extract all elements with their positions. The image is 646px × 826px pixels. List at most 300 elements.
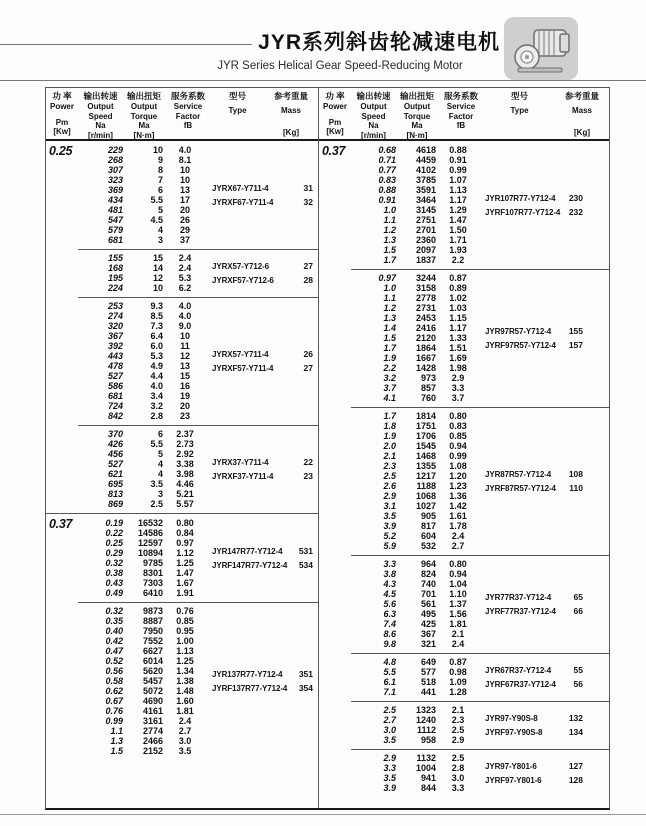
torque-cell: 9 [157,155,163,165]
torque-cell: 701 [420,589,436,599]
torque-cell: 2.5 [150,499,163,509]
left-column-blocks [46,141,318,760]
type-name: JYRX67-Y711-4 [212,183,269,193]
type-list [480,411,609,551]
spec-row [78,518,207,528]
torque-cell: 5.5 [150,195,163,205]
spec-row [351,783,480,793]
service-factor-cell: 2.5 [451,725,465,735]
spec-rows [78,301,207,421]
torque-cell: 2416 [415,323,436,333]
speed-cell: 681 [107,235,123,245]
service-factor-cell: 0.85 [449,431,467,441]
type-list [207,253,318,293]
torque-cell: 12597 [137,538,163,548]
spec-row [351,373,480,383]
service-factor-cell: 1.04 [449,579,467,589]
service-factor-cell: 0.80 [449,411,467,421]
spec-row [78,469,207,479]
service-factor-cell: 3.3 [451,383,465,393]
spec-block [319,269,609,407]
header-speed: 输出转速 Output Speed Na [r/min] [356,91,391,140]
torque-cell: 1545 [415,441,436,451]
speed-cell: 1.3 [383,313,396,323]
spec-row [351,303,480,313]
torque-cell: 5072 [142,686,163,696]
service-factor-cell: 16 [179,381,190,391]
spec-row [78,726,207,736]
spec-block [46,425,318,513]
header-mass: 参考重量 Mass [Kg] [564,91,599,137]
speed-cell: 1.2 [383,225,396,235]
torque-cell: 2751 [415,215,436,225]
service-factor-cell: 0.87 [449,273,467,283]
service-factor-cell: 0.99 [449,451,467,461]
service-factor-cell: 0.87 [449,657,467,667]
type-row [485,340,583,351]
torque-cell: 1132 [416,753,436,763]
service-factor-cell: 1.09 [449,677,467,687]
type-row [485,326,583,337]
speed-cell: 370 [107,429,123,439]
type-row [485,207,583,218]
torque-cell: 16532 [137,518,163,528]
service-factor-cell: 1.34 [176,666,194,676]
spec-block [46,602,318,760]
type-row [485,193,583,204]
spec-block [46,513,318,602]
mass-value: 531 [298,545,313,556]
mass-value: 56 [573,678,583,689]
spec-row [351,145,480,155]
torque-cell: 3145 [415,205,436,215]
service-factor-cell: 10 [179,165,190,175]
torque-cell: 5457 [142,676,163,686]
speed-cell: 681 [107,391,123,401]
service-factor-cell: 1.03 [449,303,467,313]
torque-cell: 6014 [142,656,163,666]
spec-row [351,363,480,373]
spec-row [351,155,480,165]
torque-cell: 760 [420,393,436,403]
spec-row [78,538,207,548]
service-factor-cell: 0.89 [449,283,467,293]
speed-cell: 1.5 [383,333,396,343]
speed-cell: 527 [107,371,123,381]
spec-row [351,343,480,353]
spec-row [351,205,480,215]
service-factor-cell: 2.9 [451,735,465,745]
right-column [319,88,609,808]
torque-cell: 1468 [415,451,436,461]
type-row [212,349,313,360]
service-factor-cell: 1.13 [176,646,194,656]
spec-row [78,499,207,509]
type-list [480,705,609,745]
spec-row [351,461,480,471]
type-row [485,483,583,494]
header-torque: 输出扭矩 Output Torque Ma [N·m] [399,91,434,140]
speed-cell: 4.3 [383,579,396,589]
type-row [485,761,583,772]
speed-cell: 1.1 [383,293,396,303]
speed-cell: 547 [107,215,123,225]
spec-row [351,657,480,667]
spec-row [78,479,207,489]
spec-row [78,578,207,588]
torque-cell: 2453 [415,313,436,323]
torque-cell: 5 [157,205,163,215]
service-factor-cell: 0.88 [449,145,467,155]
speed-cell: 2.6 [383,481,396,491]
spec-rows [78,606,207,756]
service-factor-cell: 1.61 [449,511,467,521]
torque-cell: 3.5 [150,479,163,489]
torque-cell: 9.3 [150,301,163,311]
type-row [212,669,313,680]
service-factor-cell: 0.99 [449,165,467,175]
speed-cell: 3.2 [383,373,396,383]
speed-cell: 0.76 [105,706,123,716]
speed-cell: 0.19 [105,518,123,528]
speed-cell: 4.1 [383,393,396,403]
speed-cell: 3.5 [383,511,396,521]
type-row [485,679,583,690]
type-row [212,546,313,557]
service-factor-cell: 0.85 [176,616,194,626]
spec-row [78,391,207,401]
spec-rows [78,253,207,293]
speed-cell: 5.2 [383,531,396,541]
service-factor-cell: 0.95 [176,626,194,636]
service-factor-cell: 0.84 [176,528,194,538]
torque-cell: 5 [157,449,163,459]
speed-cell: 0.43 [105,578,123,588]
torque-cell: 2466 [142,736,163,746]
service-factor-cell: 1.15 [449,313,467,323]
service-factor-cell: 1.28 [449,687,467,697]
speed-cell: 456 [107,449,123,459]
spec-row [78,696,207,706]
service-factor-cell: 1.69 [449,353,467,363]
spec-row [351,225,480,235]
speed-cell: 2.5 [383,471,396,481]
torque-cell: 4690 [142,696,163,706]
service-factor-cell: 1.25 [176,656,194,666]
speed-cell: 155 [107,253,123,263]
type-row [212,457,313,468]
spec-row [78,429,207,439]
speed-cell: 579 [107,225,123,235]
spec-row [351,215,480,225]
spec-row [78,185,207,195]
spec-row [78,145,207,155]
type-name: JYR97-Y801-6 [485,761,537,771]
spec-row [351,715,480,725]
service-factor-cell: 20 [179,205,190,215]
torque-cell: 958 [420,735,436,745]
speed-cell: 0.62 [105,686,123,696]
service-factor-cell: 9.0 [178,321,192,331]
spec-row [351,705,480,715]
service-factor-cell: 3.38 [176,459,194,469]
torque-cell: 5620 [142,666,163,676]
speed-cell: 842 [107,411,123,421]
spec-rows [351,273,480,403]
speed-cell: 0.38 [105,568,123,578]
spec-row [351,773,480,783]
spec-rows [351,559,480,649]
spec-row [78,263,207,273]
torque-cell: 10 [152,283,163,293]
speed-cell: 1.3 [110,736,123,746]
spec-row [351,411,480,421]
speed-cell: 229 [107,145,123,155]
type-list [480,657,609,697]
speed-cell: 0.42 [105,636,123,646]
speed-cell: 0.67 [105,696,123,706]
torque-cell: 4459 [415,155,436,165]
service-factor-cell: 2.4 [451,639,465,649]
torque-cell: 10894 [137,548,163,558]
service-factor-cell: 1.07 [449,175,467,185]
torque-cell: 4.5 [150,215,163,225]
torque-cell: 367 [420,629,436,639]
spec-row [78,528,207,538]
spec-row [78,736,207,746]
speed-cell: 1.9 [383,353,396,363]
type-list [207,606,318,756]
type-name: JYRF97-Y90S-8 [485,727,543,737]
spec-row [78,401,207,411]
header-power: 功 率 Power Pm [Kw] [49,91,74,136]
service-factor-cell: 1.38 [176,676,194,686]
mass-value: 23 [303,470,313,481]
torque-cell: 1428 [415,363,436,373]
speed-cell: 274 [107,311,123,321]
spec-row [78,686,207,696]
type-list [207,145,318,245]
spec-row [351,491,480,501]
speed-cell: 7.4 [383,619,396,629]
mass-value: 66 [573,605,583,616]
power-value: 0.37 [322,144,346,158]
spec-row [78,459,207,469]
torque-cell: 1706 [415,431,436,441]
service-factor-cell: 13 [179,185,190,195]
speed-cell: 253 [107,301,123,311]
spec-row [78,205,207,215]
spec-row [351,353,480,363]
service-factor-cell: 4.0 [178,145,192,155]
spec-row [78,568,207,578]
type-name: JYRF77R37-Y712-4 [485,606,556,616]
service-factor-cell: 8.1 [178,155,192,165]
service-factor-cell: 0.80 [176,518,194,528]
service-factor-cell: 2.1 [451,705,465,715]
torque-cell: 2360 [415,235,436,245]
service-factor-cell: 2.92 [176,449,194,459]
service-factor-cell: 2.7 [451,541,465,551]
mass-value: 32 [303,196,313,207]
spec-row [351,481,480,491]
spec-row [78,716,207,726]
type-name: JYRF67R37-Y712-4 [485,679,556,689]
spec-row [351,589,480,599]
header-speed: 输出转速 Output Speed Na [r/min] [83,91,118,140]
spec-row [78,666,207,676]
torque-cell: 3.2 [150,401,163,411]
service-factor-cell: 1.78 [449,521,467,531]
service-factor-cell: 1.48 [176,686,194,696]
torque-cell: 3 [157,489,163,499]
right-column-blocks [319,141,609,797]
service-factor-cell: 1.12 [176,548,194,558]
spec-row [78,636,207,646]
type-list [207,429,318,509]
service-factor-cell: 3.5 [178,746,192,756]
torque-cell: 2120 [415,333,436,343]
torque-cell: 6410 [142,588,163,598]
service-factor-cell: 1.47 [449,215,467,225]
torque-cell: 2152 [142,746,163,756]
torque-cell: 941 [420,773,436,783]
torque-cell: 1004 [415,763,436,773]
torque-cell: 4 [157,225,163,235]
speed-cell: 2.9 [383,491,396,501]
speed-cell: 3.3 [383,763,396,773]
service-factor-cell: 5.57 [176,499,194,509]
service-factor-cell: 0.98 [449,667,467,677]
spec-rows [351,145,480,265]
header-divider-rule [0,80,646,81]
spec-row [78,351,207,361]
spec-row [78,253,207,263]
spec-table [45,87,610,810]
spec-row [351,283,480,293]
torque-cell: 4 [157,469,163,479]
spec-row [78,558,207,568]
service-factor-cell: 4.0 [178,301,192,311]
service-factor-cell: 0.76 [176,606,194,616]
service-factor-cell: 1.91 [176,588,194,598]
speed-cell: 695 [107,479,123,489]
spec-row [78,676,207,686]
right-table-header [319,88,609,141]
service-factor-cell: 1.23 [449,481,467,491]
mass-value: 128 [568,774,583,785]
spec-row [351,501,480,511]
type-row [485,775,583,786]
spec-rows [351,705,480,745]
spec-row [351,245,480,255]
service-factor-cell: 19 [179,391,190,401]
torque-cell: 8.5 [150,311,163,321]
spec-block [319,701,609,749]
service-factor-cell: 1.81 [176,706,194,716]
service-factor-cell: 26 [179,215,190,225]
torque-cell: 1240 [415,715,436,725]
torque-cell: 9873 [142,606,163,616]
speed-cell: 0.68 [378,145,396,155]
spec-row [351,687,480,697]
speed-cell: 3.1 [383,501,396,511]
speed-cell: 621 [107,469,123,479]
speed-cell: 3.0 [383,725,396,735]
type-row [485,592,583,603]
torque-cell: 2774 [142,726,163,736]
torque-cell: 2701 [415,225,436,235]
speed-cell: 0.35 [105,616,123,626]
torque-cell: 7303 [142,578,163,588]
mass-value: 108 [568,468,583,479]
spec-row [78,155,207,165]
speed-cell: 1.4 [383,323,396,333]
service-factor-cell: 1.00 [176,636,194,646]
spec-row [78,381,207,391]
speed-cell: 5.6 [383,599,396,609]
motor-icon [510,24,572,74]
speed-cell: 0.58 [105,676,123,686]
spec-row [78,616,207,626]
page-title: JYR系列斜齿轮减速电机 [258,31,500,54]
spec-row [78,606,207,616]
type-row [485,606,583,617]
speed-cell: 1.8 [383,421,396,431]
torque-cell: 321 [420,639,436,649]
speed-cell: 1.7 [383,411,396,421]
spec-row [78,411,207,421]
type-row [212,560,313,571]
spec-row [351,511,480,521]
service-factor-cell: 1.17 [449,195,467,205]
torque-cell: 604 [420,531,436,541]
service-factor-cell: 2.4 [178,253,192,263]
spec-row [351,165,480,175]
mass-value: 534 [298,559,313,570]
spec-row [78,489,207,499]
torque-cell: 844 [420,783,436,793]
speed-cell: 1.1 [110,726,123,736]
service-factor-cell: 2.7 [178,726,192,736]
spec-row [351,735,480,745]
spec-row [78,331,207,341]
mass-value: 55 [573,664,583,675]
service-factor-cell: 2.8 [451,763,465,773]
spec-block [46,141,318,249]
type-row [485,665,583,676]
service-factor-cell: 1.33 [449,333,467,343]
torque-cell: 1355 [415,461,436,471]
spec-row [351,441,480,451]
service-factor-cell: 6.2 [178,283,192,293]
service-factor-cell: 37 [179,235,190,245]
spec-row [351,619,480,629]
speed-cell: 1.9 [383,431,396,441]
spec-row [78,706,207,716]
type-row [485,713,583,724]
spec-row [351,559,480,569]
service-factor-cell: 17 [179,195,190,205]
torque-cell: 14586 [137,528,163,538]
torque-cell: 7.3 [150,321,163,331]
motor-photo [504,17,578,80]
speed-cell: 426 [107,439,123,449]
torque-cell: 14 [152,263,163,273]
service-factor-cell: 1.98 [449,363,467,373]
torque-cell: 4618 [415,145,436,155]
speed-cell: 0.40 [105,626,123,636]
